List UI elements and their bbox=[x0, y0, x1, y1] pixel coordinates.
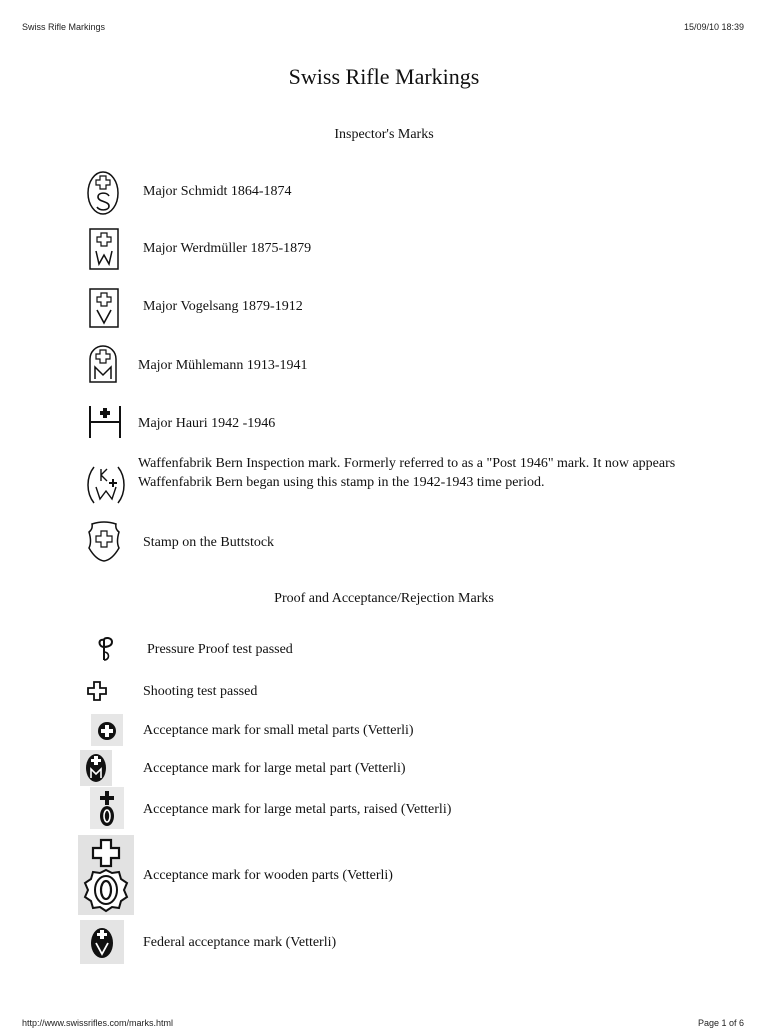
arch-cross-m-icon bbox=[88, 345, 118, 383]
shooting-test-label: Shooting test passed bbox=[143, 684, 258, 699]
box-cross-w-icon bbox=[89, 228, 119, 270]
oval-cross-v-icon bbox=[80, 920, 124, 964]
federal-acceptance-label: Federal acceptance mark (Vetterli) bbox=[143, 935, 337, 950]
circle-cross-s-icon bbox=[86, 170, 120, 216]
print-footer-page: Page 1 of 6 bbox=[697, 1018, 744, 1028]
cross-gear-o-icon bbox=[78, 835, 134, 915]
page-title: Swiss Rifle Markings bbox=[288, 64, 480, 89]
print-header-datetime: 15/09/10 18:39 bbox=[683, 22, 744, 32]
buttstock-stamp-label: Stamp on the Buttstock bbox=[143, 535, 275, 550]
inspector-muhlemann-label: Major Mühlemann 1913-1941 bbox=[138, 358, 308, 373]
wooden-parts-label: Acceptance mark for wooden parts (Vetterli) bbox=[143, 868, 393, 883]
oval-cross-m-icon bbox=[80, 750, 112, 786]
h-cross-icon bbox=[87, 404, 123, 440]
inspector-hauri-label: Major Hauri 1942 -1946 bbox=[138, 416, 276, 431]
k-cross-w-icon bbox=[86, 463, 126, 507]
waffenfabrik-bern-label: Waffenfabrik Bern Inspection mark. Formerly referred to as a "Post 1946" mark. It now appears Waffenfabrik Bern began using this stamp in the 1942-1943 time period. bbox=[138, 456, 676, 490]
pressure-proof-label: Pressure Proof test passed bbox=[147, 642, 293, 657]
print-footer-url: http://www.swissrifles.com/marks.html bbox=[22, 1018, 174, 1028]
inspector-schmidt-label: Major Schmidt 1864-1874 bbox=[143, 184, 292, 199]
proof-heading: Proof and Acceptance/Rejection Marks bbox=[274, 591, 494, 606]
large-metal-parts-raised-label: Acceptance mark for large metal parts, raised (Vetterli) bbox=[143, 802, 452, 817]
pressure-proof-icon bbox=[96, 636, 118, 662]
black-circle-cross-icon bbox=[91, 714, 123, 746]
inspectors-heading: Inspector's Marks bbox=[334, 127, 434, 142]
print-header-title: Swiss Rifle Markings bbox=[22, 22, 106, 32]
inspector-werdmuller-label: Major Werdmüller 1875-1879 bbox=[143, 241, 312, 256]
outline-cross-icon bbox=[86, 680, 108, 702]
raised-cross-o-icon bbox=[90, 787, 124, 829]
shield-cross-icon bbox=[86, 520, 122, 562]
box-cross-v-icon bbox=[89, 288, 119, 328]
small-metal-parts-label: Acceptance mark for small metal parts (Vetterli) bbox=[143, 723, 414, 738]
large-metal-part-label: Acceptance mark for large metal part (Vetterli) bbox=[143, 761, 406, 776]
inspector-vogelsang-label: Major Vogelsang 1879-1912 bbox=[143, 299, 303, 314]
